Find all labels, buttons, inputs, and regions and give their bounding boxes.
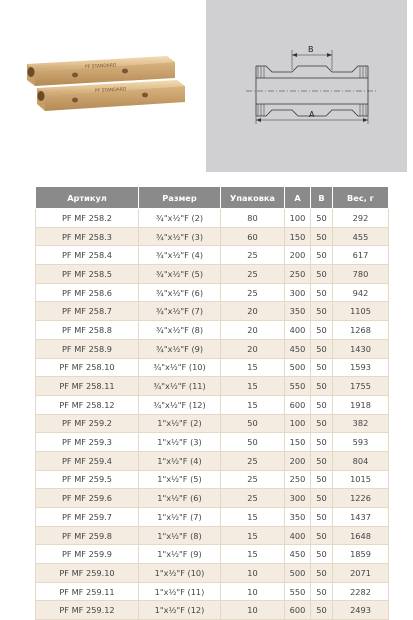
- cell-article: PF MF 258.7: [36, 302, 139, 321]
- cell-package: 10: [221, 601, 285, 620]
- cell-article: PF MF 259.8: [36, 526, 139, 545]
- cell-weight: 1648: [333, 526, 389, 545]
- cell-article: PF MF 258.8: [36, 321, 139, 340]
- cell-size: ¾"x½"F (7): [139, 302, 221, 321]
- table-row: [36, 395, 389, 414]
- cell-size: 1"x½"F (8): [139, 526, 221, 545]
- cell-package: 20: [221, 321, 285, 340]
- cell-dim-b: 50: [311, 339, 333, 358]
- cell-dim-b: 50: [311, 209, 333, 228]
- cell-article: PF MF 259.7: [36, 508, 139, 527]
- cell-package: 20: [221, 339, 285, 358]
- cell-dim-a: 200: [285, 451, 311, 470]
- table-row: [36, 209, 389, 228]
- cell-dim-b: 50: [311, 489, 333, 508]
- cell-size: 1"x½"F (4): [139, 451, 221, 470]
- cell-weight: 1755: [333, 377, 389, 396]
- cell-article: PF MF 259.6: [36, 489, 139, 508]
- cell-size: 1"x½"F (3): [139, 433, 221, 452]
- cell-article: PF MF 258.6: [36, 283, 139, 302]
- cell-weight: 1105: [333, 302, 389, 321]
- table-row: [36, 489, 389, 508]
- cell-dim-b: 50: [311, 414, 333, 433]
- cell-size: 1"x½"F (6): [139, 489, 221, 508]
- cell-size: ¾"x½"F (10): [139, 358, 221, 377]
- table-row: [36, 302, 389, 321]
- cell-package: 10: [221, 564, 285, 583]
- stamp-text: PF STANDARD: [84, 63, 117, 70]
- cell-article: PF MF 259.11: [36, 582, 139, 601]
- dimension-drawing: [206, 0, 407, 172]
- cell-package: 25: [221, 470, 285, 489]
- cell-size: ¾"x½"F (3): [139, 227, 221, 246]
- port-hole: [142, 93, 148, 98]
- dim-b-label: B: [308, 45, 314, 54]
- table-row: [36, 470, 389, 489]
- product-photo: [5, 0, 205, 172]
- cell-article: PF MF 258.2: [36, 209, 139, 228]
- cell-size: 1"x½"F (5): [139, 470, 221, 489]
- cell-dim-b: 50: [311, 227, 333, 246]
- manifold-bar-front: [37, 80, 185, 111]
- cell-weight: 1226: [333, 489, 389, 508]
- cell-dim-a: 450: [285, 339, 311, 358]
- cell-size: 1"x½"F (12): [139, 601, 221, 620]
- dim-a-label: A: [309, 110, 315, 119]
- cell-dim-a: 550: [285, 582, 311, 601]
- cell-weight: 1437: [333, 508, 389, 527]
- cell-article: PF MF 259.10: [36, 564, 139, 583]
- cell-dim-b: 50: [311, 377, 333, 396]
- cell-dim-b: 50: [311, 358, 333, 377]
- cell-dim-a: 350: [285, 302, 311, 321]
- cell-package: 15: [221, 395, 285, 414]
- cell-dim-b: 50: [311, 601, 333, 620]
- cell-dim-a: 100: [285, 209, 311, 228]
- cell-weight: 1015: [333, 470, 389, 489]
- cell-weight: 1593: [333, 358, 389, 377]
- cell-package: 15: [221, 508, 285, 527]
- drawing-outline-top: [256, 66, 368, 72]
- port-hole: [72, 73, 78, 78]
- specification-table: [35, 186, 389, 620]
- table-row: [36, 377, 389, 396]
- cell-size: 1"x½"F (11): [139, 582, 221, 601]
- cell-package: 15: [221, 377, 285, 396]
- cell-package: 25: [221, 265, 285, 284]
- cell-dim-a: 600: [285, 601, 311, 620]
- cell-weight: 942: [333, 283, 389, 302]
- cell-article: PF MF 258.12: [36, 395, 139, 414]
- table-row: [36, 545, 389, 564]
- table-row: [36, 321, 389, 340]
- cell-package: 25: [221, 246, 285, 265]
- cell-dim-b: 50: [311, 321, 333, 340]
- header-package: Упаковка: [221, 187, 285, 209]
- table-row: [36, 358, 389, 377]
- cell-weight: 780: [333, 265, 389, 284]
- cell-weight: 593: [333, 433, 389, 452]
- cell-dim-a: 500: [285, 358, 311, 377]
- table-row: [36, 601, 389, 620]
- manifold-bars-illustration: [5, 0, 205, 172]
- cell-dim-a: 600: [285, 395, 311, 414]
- cell-dim-a: 550: [285, 377, 311, 396]
- cell-article: PF MF 258.3: [36, 227, 139, 246]
- cell-dim-b: 50: [311, 526, 333, 545]
- cell-weight: 617: [333, 246, 389, 265]
- cell-weight: 1859: [333, 545, 389, 564]
- cell-package: 25: [221, 283, 285, 302]
- port-hole: [38, 91, 45, 101]
- cell-article: PF MF 258.10: [36, 358, 139, 377]
- cell-weight: 455: [333, 227, 389, 246]
- cell-package: 15: [221, 545, 285, 564]
- cell-size: ¾"x½"F (2): [139, 209, 221, 228]
- cell-dim-b: 50: [311, 265, 333, 284]
- cell-dim-a: 150: [285, 227, 311, 246]
- cell-article: PF MF 258.9: [36, 339, 139, 358]
- cell-article: PF MF 258.5: [36, 265, 139, 284]
- cell-package: 80: [221, 209, 285, 228]
- technical-drawing-panel: [206, 0, 407, 172]
- header-weight: Вес, г: [333, 187, 389, 209]
- table-row: [36, 582, 389, 601]
- cell-dim-b: 50: [311, 470, 333, 489]
- cell-article: PF MF 259.5: [36, 470, 139, 489]
- cell-dim-b: 50: [311, 545, 333, 564]
- table-row: [36, 339, 389, 358]
- header-dim-b: B: [311, 187, 333, 209]
- port-hole: [72, 98, 78, 103]
- cell-package: 25: [221, 489, 285, 508]
- cell-size: ¾"x½"F (11): [139, 377, 221, 396]
- cell-dim-a: 300: [285, 283, 311, 302]
- cell-article: PF MF 259.9: [36, 545, 139, 564]
- table-row: [36, 283, 389, 302]
- port-hole: [122, 69, 128, 74]
- cell-weight: 2493: [333, 601, 389, 620]
- cell-weight: 382: [333, 414, 389, 433]
- cell-dim-a: 400: [285, 526, 311, 545]
- stamp-text: PF STANDARD: [94, 87, 127, 94]
- cell-weight: 1268: [333, 321, 389, 340]
- cell-size: 1"x½"F (10): [139, 564, 221, 583]
- cell-dim-a: 300: [285, 489, 311, 508]
- cell-package: 10: [221, 582, 285, 601]
- cell-dim-a: 400: [285, 321, 311, 340]
- arrowhead: [292, 53, 297, 57]
- cell-dim-b: 50: [311, 395, 333, 414]
- cell-package: 15: [221, 358, 285, 377]
- header-article: Артикул: [36, 187, 139, 209]
- cell-package: 50: [221, 433, 285, 452]
- cell-size: ¾"x½"F (5): [139, 265, 221, 284]
- cell-dim-a: 150: [285, 433, 311, 452]
- table-body: [36, 209, 389, 620]
- cell-package: 15: [221, 526, 285, 545]
- cell-dim-b: 50: [311, 433, 333, 452]
- cell-size: ¾"x½"F (12): [139, 395, 221, 414]
- arrowhead: [327, 53, 332, 57]
- cell-dim-a: 250: [285, 265, 311, 284]
- cell-size: ¾"x½"F (8): [139, 321, 221, 340]
- table-row: [36, 564, 389, 583]
- cell-article: PF MF 259.3: [36, 433, 139, 452]
- table-row: [36, 227, 389, 246]
- cell-size: 1"x½"F (2): [139, 414, 221, 433]
- cell-package: 60: [221, 227, 285, 246]
- cell-dim-a: 350: [285, 508, 311, 527]
- cell-weight: 804: [333, 451, 389, 470]
- table-row: [36, 433, 389, 452]
- cell-weight: 1430: [333, 339, 389, 358]
- cell-size: 1"x½"F (9): [139, 545, 221, 564]
- cell-weight: 1918: [333, 395, 389, 414]
- cell-package: 50: [221, 414, 285, 433]
- cell-dim-b: 50: [311, 246, 333, 265]
- header-dim-a: A: [285, 187, 311, 209]
- table-row: [36, 414, 389, 433]
- cell-article: PF MF 258.4: [36, 246, 139, 265]
- cell-package: 25: [221, 451, 285, 470]
- cell-article: PF MF 259.4: [36, 451, 139, 470]
- cell-article: PF MF 258.11: [36, 377, 139, 396]
- table-row: [36, 265, 389, 284]
- cell-package: 20: [221, 302, 285, 321]
- cell-size: ¾"x½"F (6): [139, 283, 221, 302]
- table-row: [36, 451, 389, 470]
- cell-size: ¾"x½"F (9): [139, 339, 221, 358]
- cell-dim-b: 50: [311, 508, 333, 527]
- arrowhead: [363, 118, 368, 122]
- cell-article: PF MF 259.12: [36, 601, 139, 620]
- cell-weight: 2071: [333, 564, 389, 583]
- cell-dim-a: 250: [285, 470, 311, 489]
- cell-dim-b: 50: [311, 283, 333, 302]
- cell-dim-b: 50: [311, 564, 333, 583]
- table-row: [36, 508, 389, 527]
- cell-dim-b: 50: [311, 451, 333, 470]
- cell-article: PF MF 259.2: [36, 414, 139, 433]
- cell-size: 1"x½"F (7): [139, 508, 221, 527]
- cell-size: ¾"x½"F (4): [139, 246, 221, 265]
- cell-dim-b: 50: [311, 302, 333, 321]
- arrowhead: [256, 118, 261, 122]
- cell-dim-a: 450: [285, 545, 311, 564]
- cell-weight: 2282: [333, 582, 389, 601]
- header-size: Размер: [139, 187, 221, 209]
- table-row: [36, 526, 389, 545]
- table-header-row: [36, 187, 389, 209]
- cell-dim-a: 200: [285, 246, 311, 265]
- port-hole: [28, 67, 35, 77]
- cell-dim-b: 50: [311, 582, 333, 601]
- table-row: [36, 246, 389, 265]
- cell-weight: 292: [333, 209, 389, 228]
- cell-dim-a: 500: [285, 564, 311, 583]
- cell-dim-a: 100: [285, 414, 311, 433]
